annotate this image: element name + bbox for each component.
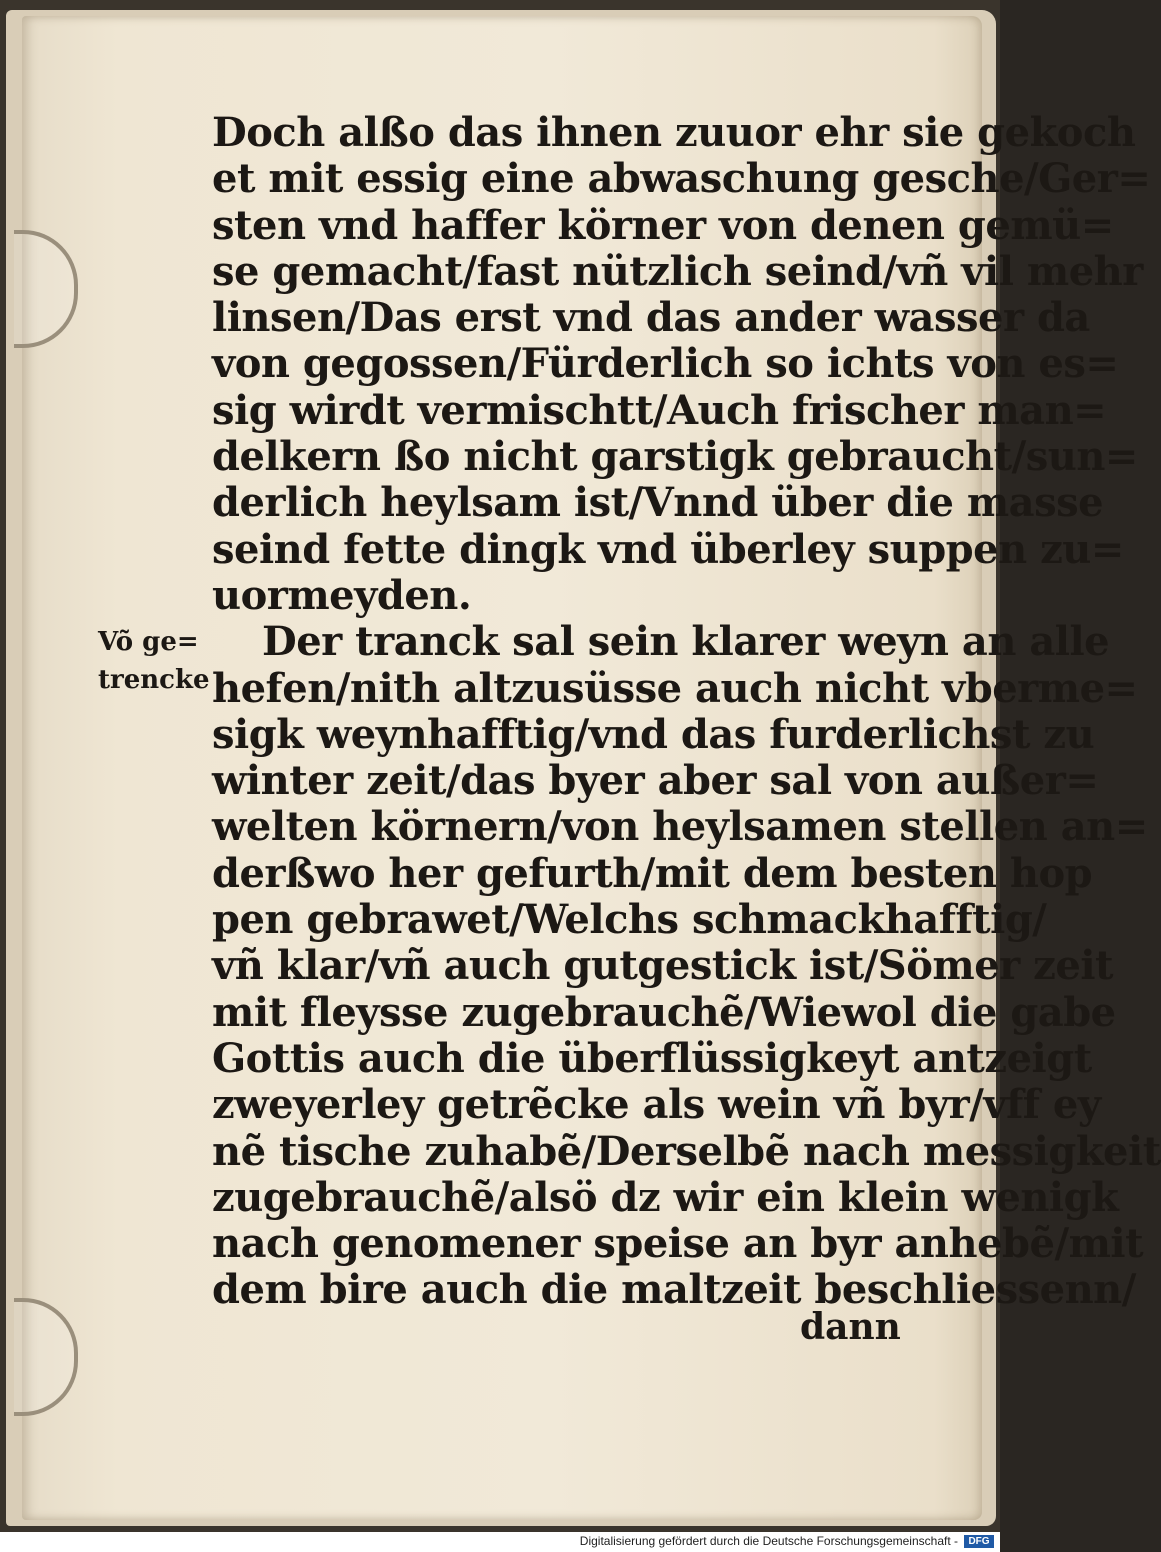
dfg-logo[interactable]: DFG [964,1535,994,1548]
text-line: vñ klar/vñ auch gutgestick ist/Sömer zeit [212,942,1113,990]
body-text [212,109,1161,1314]
text-line: nẽ tische zuhabẽ/Derselbẽ nach messigkeit [212,1127,1161,1175]
text-line: et mit essig eine abwaschung gesche/Ger= [212,155,1151,203]
text-line: Der tranck sal sein klarer weyn an alle [262,618,1110,666]
text-line: Doch alßo das ihnen zuuor ehr sie gekoch [212,109,1136,156]
text-line: mit fleysse zugebrauchẽ/Wiewol die gabe [212,988,1116,1036]
funding-credit: Digitalisierung gefördert durch die Deutsche Forschungsgemeinschaft - [579,1534,958,1548]
text-line: zweyerley getrẽcke als wein vñ byr/vff ey [212,1081,1101,1129]
footer-bar [0,1532,1000,1552]
text-line: pen gebrawet/Welchs schmackhafftig/ [212,896,1047,944]
text-line: linsen/Das erst vnd das ander wasser da [212,294,1090,342]
text-line: dem bire auch die maltzeit beschliessenn/ [212,1266,1136,1314]
text-line: nach genomener speise an byr anhebẽ/mit [212,1220,1144,1268]
text-line: winter zeit/das byer aber sal von außer= [212,757,1099,805]
text-line: hefen/nith altzusüsse auch nicht vberme= [212,664,1138,712]
text-line: welten körnern/von heylsamen stellen an= [212,803,1148,851]
text-line: von gegossen/Fürderlich so ichts von es= [212,340,1119,388]
clip-icon-top [14,230,78,348]
text-line: sten vnd haffer körner von denen gemü= [212,201,1114,249]
text-line: delkern ßo nicht garstigk gebraucht/sun= [212,433,1138,481]
catchword: dann [800,1306,901,1348]
clip-icon-bottom [14,1298,78,1416]
text-line: derlich heylsam ist/Vnnd über die masse [212,479,1104,527]
marginal-note-line: trencke [98,665,210,695]
text-line: seind fette dingk vnd überley suppen zu= [212,525,1124,573]
text-line: uormeyden. [212,571,472,619]
text-line: derßwo her gefurth/mit dem besten hop [212,849,1093,897]
text-line: zugebrauchẽ/alsö dz wir ein klein wenigk [212,1173,1119,1221]
marginal-note-line: Võ ge= [98,627,199,657]
text-line: sigk weynhafftig/vnd das furderlichst zu [212,710,1095,758]
text-line: se gemacht/fast nützlich seind/vñ vil mehr [212,247,1143,295]
text-line: sig wirdt vermischtt/Auch frischer man= [212,386,1107,434]
marginal-note [98,623,210,699]
text-line: Gottis auch die überflüssigkeyt antzeigt [212,1034,1092,1082]
